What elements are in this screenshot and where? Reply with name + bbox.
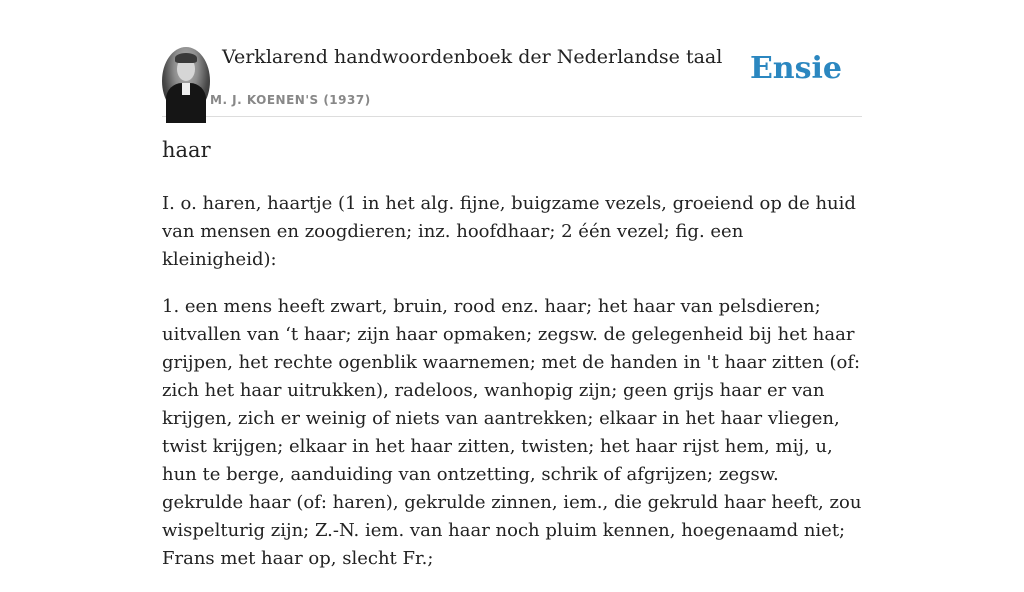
- entry-paragraph: I. o. haren, haartje (1 in het alg. fijne, buigzame vezels, groeiend op de huid van mensen en zoogdieren; inz. hoofdhaar; 2 één vezel; fig. een kleinigheid):: [162, 193, 856, 270]
- entry-content: [162, 138, 862, 592]
- portrait-hair: [175, 53, 197, 63]
- book-title-link[interactable]: Verklarend handwoordenboek der Nederlandse taal: [222, 46, 723, 68]
- book-author-label: M. J. KOENEN'S (1937): [210, 93, 371, 107]
- portrait-collar: [182, 83, 190, 95]
- ensie-logo-link[interactable]: Ensie: [749, 51, 842, 86]
- dictionary-header: [162, 46, 862, 117]
- entry-paragraph: 1. een mens heeft zwart, bruin, rood enz. haar; het haar van pelsdieren; uitvallen van ‘t haar; zijn haar opmaken; zegsw. de gelegenheid bij het haar grijpen, het rechte ogenblik waarnemen; met de handen in 't haar zitten (of: zich het haar uitrukken), radeloos, wanhopig zijn; geen grijs haar er van krijgen, zich er weinig of niets van aantrekken; elkaar in het haar vliegen, twist krijgen; elkaar in het haar zitten, twisten; het haar rijst hem, mij, u, hun te berge, aanduiding van ontzetting, schrik of afgrijzen; zegsw. gekrulde haar (of: haren), gekrulde zinnen, iem., die gekruld haar heeft, zou wispelturig zijn; Z.-N. iem. van haar noch pluim kennen, hoegenaamd niet; Frans met haar op, slecht Fr.;: [162, 296, 862, 569]
- entry-headword: haar: [162, 138, 211, 162]
- author-portrait[interactable]: [162, 47, 210, 115]
